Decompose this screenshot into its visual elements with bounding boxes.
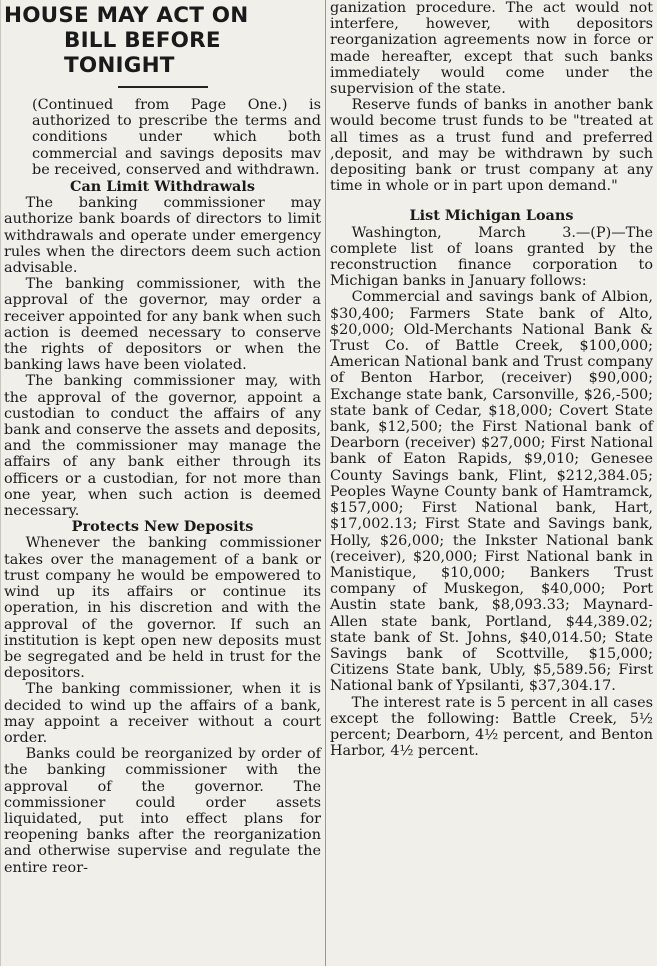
paragraph: The banking commissioner, with the approval of the governor, may order a receiver appointed for any bank when such action is deemed necessary to conserve the rights of depositors or when the banking laws have been violated.: [4, 276, 321, 374]
subhead-can-limit-withdrawals: Can Limit Withdrawals: [70, 178, 255, 196]
paragraph: The banking commissioner may, with the approval of the governor, appoint a custodian to conduct the affairs of any bank and conserve the assets and deposits, and the commissioner may manage the affairs of any bank either through its officers or a custodian, for not more than one year, when such action is deemed necessary.: [4, 373, 321, 520]
headline-rule: [118, 86, 208, 88]
headline-line-1: HOUSE MAY ACT ON: [4, 3, 249, 28]
left-column: [4, 0, 321, 876]
right-column: [330, 0, 653, 759]
column-rule: [325, 0, 326, 966]
headline: [4, 3, 321, 78]
continuation-paragraph: ganization procedure. The act would not interfere, however, with depositors reorganization agreements now in force or made hereafter, except that such banks immediately would come under the supervision of the state.: [330, 0, 653, 98]
page-edge: [0, 0, 1, 966]
loans-list-paragraph: Commercial and savings bank of Albion, $30,400; Farmers State bank of Alto, $20,000; Old-Merchants National Bank & Trust Co. of Battle Creek, $100,000; American National bank and Trust company of Benton Harbor, (receiver) $90,000; Exchange state bank, Carsonville, $26,-500; state bank of Cedar, $18,000; Covert State bank, $12,500; the First National bank of Dearborn (receiver) $27,000; First National bank of Eaton Rapids, $9,010; Genesee County Savings bank, Flint, $212,384.05; Peoples Wayne County bank of Hamtramck, $157,000; First National bank, Hart, $17,002.13; First State and Savings bank, Holly, $26,000; the Inkster National bank (receiver), $20,000; First National bank in Manistique, $10,000; Bankers Trust company of Muskegon, $40,000; Port Austin state bank, $8,093.33; Maynard-Allen state bank, Portland, $44,389.02; state bank of St. Johns, $40,014.50; State Savings bank of Scottville, $15,000; Citizens State bank, Ubly, $5,589.56; First National bank of Ypsilanti, $37,304.17.: [330, 289, 653, 695]
paragraph: Whenever the banking commissioner takes over the management of a bank or trust company he would be empowered to wind up its affairs or continue its operation, in his discretion and with the approval of the governor. If such an institution is kept open new deposits must be segregated and be held in trust for the depositors.: [4, 535, 321, 682]
headline-line-2: BILL BEFORE TONIGHT: [64, 28, 221, 78]
interest-rate-paragraph: The interest rate is 5 percent in all cases except the following: Battle Creek, 5½ percent; Dearborn, 4½ percent, and Benton Harbor, 4½ percent.: [330, 694, 653, 760]
dateline-paragraph: Washington, March 3.—(P)—The complete list of loans granted by the reconstruction finance corporation to Michigan banks in January follows:: [330, 224, 653, 290]
subhead-protects-new-deposits: Protects New Deposits: [71, 518, 254, 536]
paragraph: The banking commissioner, when it is decided to wind up the affairs of a bank, may appoint a receiver without a court order.: [4, 681, 321, 746]
paragraph: Banks could be reorganized by order of the banking commissioner with the approval of the governor. The commissioner could order assets liquidated, put into effect plans for reopening banks after the reorganization and otherwise supervise and regulate the entire reor-: [4, 746, 321, 876]
paragraph: Reserve funds of banks in another bank would become trust funds to be "treated at all times as a trust fund and preferred ,deposit, and may be withdrawn by such depositing bank or trust company at any time in whole or in part upon demand.": [330, 97, 653, 195]
continued-paragraph: (Continued from Page One.) is authorized to prescribe the terms and conditions under which both commercial and savings deposits mav be received, conserved and withdrawn.: [32, 97, 321, 178]
paragraph: The banking commissioner may authorize bank boards of directors to limit withdrawals and operate under emergency rules when the directors deem such action advisable.: [4, 195, 321, 277]
subhead-list-michigan-loans: List Michigan Loans: [409, 207, 574, 225]
